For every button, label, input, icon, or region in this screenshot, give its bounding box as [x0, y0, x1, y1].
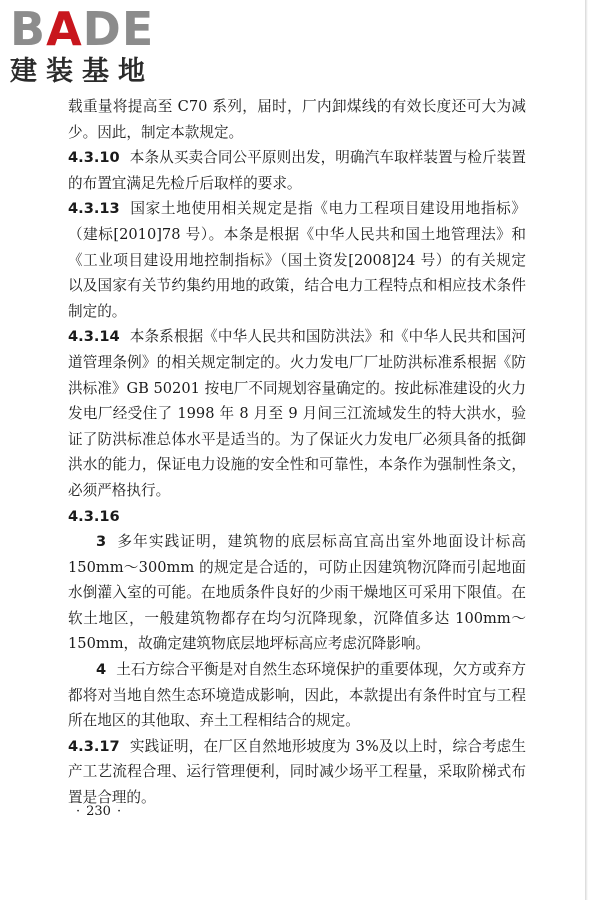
- footer-dot-left: ·: [76, 804, 81, 819]
- paragraph-text: 载重量将提高至 C70 系列，届时，厂内卸煤线的有效长度还可大为减少。因此，制定本款规定。: [68, 98, 526, 141]
- clause-4-3-13: [68, 196, 526, 324]
- clause-text: 本条系根据《中华人民共和国防洪法》和《中华人民共和国河道管理条例》的相关规定制定的。火力发电厂厂址防洪标准系根据《防洪标准》GB 50201 按电厂不同规划容量确定的。按此标准建设的火力发电厂经受住了 1998 年 8 月至 9 月间三江流域发生的特大洪水，验证了防洪标准总体水平是适当的。为了保证火力发电厂必须具备的抵御洪水的能力，保证电力设施的安全性和可靠性，本条作为强制性条文，必须严格执行。: [68, 328, 526, 499]
- clause-4-3-17: [68, 734, 526, 811]
- clause-number: 4.3.10: [68, 149, 120, 167]
- watermark-logo: [10, 2, 190, 96]
- clause-item-4: [68, 657, 526, 734]
- clause-4-3-14: [68, 324, 526, 503]
- item-number: 3: [96, 533, 107, 551]
- page-footer: [70, 804, 127, 819]
- document-body: [68, 94, 526, 811]
- item-number: 4: [96, 661, 107, 679]
- clause-text: 本条从买卖合同公平原则出发，明确汽车取样装置与检斤装置的布置宜满足先检斤后取样的要求。: [68, 149, 526, 192]
- logo-wordmark: BADE: [10, 2, 155, 56]
- clause-number: 4.3.13: [68, 200, 120, 218]
- clause-number: 4.3.14: [68, 328, 120, 346]
- clause-4-3-10: [68, 145, 526, 196]
- paragraph-continuation: [68, 94, 526, 145]
- clause-number: 4.3.17: [68, 737, 120, 755]
- item-text: 多年实践证明，建筑物的底层标高宜高出室外地面设计标高 150mm～300mm 的规定是合适的，可防止因建筑物沉降而引起地面水倒灌入室的可能。在地质条件良好的少雨干燥地区可采用下限值。在软土地区，一般建筑物都存在均匀沉降现象，沉降值多达 100mm～150mm，故确定建筑物底层地坪标高应考虑沉降影响。: [68, 533, 526, 653]
- item-text: 土石方综合平衡是对自然生态环境保护的重要体现，欠方或弃方都将对当地自然生态环境造成影响，因此，本款提出有条件时宜与工程所在地区的其他取、弃土工程相结合的规定。: [68, 661, 526, 730]
- logo-subtitle: 建装基地: [10, 56, 154, 87]
- scan-page-edge: [585, 0, 588, 900]
- logo-accent-letter: A: [46, 2, 83, 56]
- clause-4-3-16: [68, 504, 526, 530]
- footer-dot-right: ·: [116, 804, 122, 819]
- clause-item-3: [68, 529, 526, 657]
- clause-text: 实践证明，在厂区自然地形坡度为 3%及以上时，综合考虑生产工艺流程合理、运行管理便利，同时减少场平工程量，采取阶梯式布置是合理的。: [68, 737, 526, 807]
- page-number: 230: [86, 804, 111, 819]
- clause-text: 国家土地使用相关规定是指《电力工程项目建设用地指标》（建标[2010]78 号）。本条是根据《中华人民共和国土地管理法》和《工业项目建设用地控制指标》（国土资发[2008]24 号）的有关规定以及国家有关节约集约用地的政策，结合电力工程特点和相应技术条件制定的。: [68, 200, 526, 320]
- clause-number: 4.3.16: [68, 507, 120, 525]
